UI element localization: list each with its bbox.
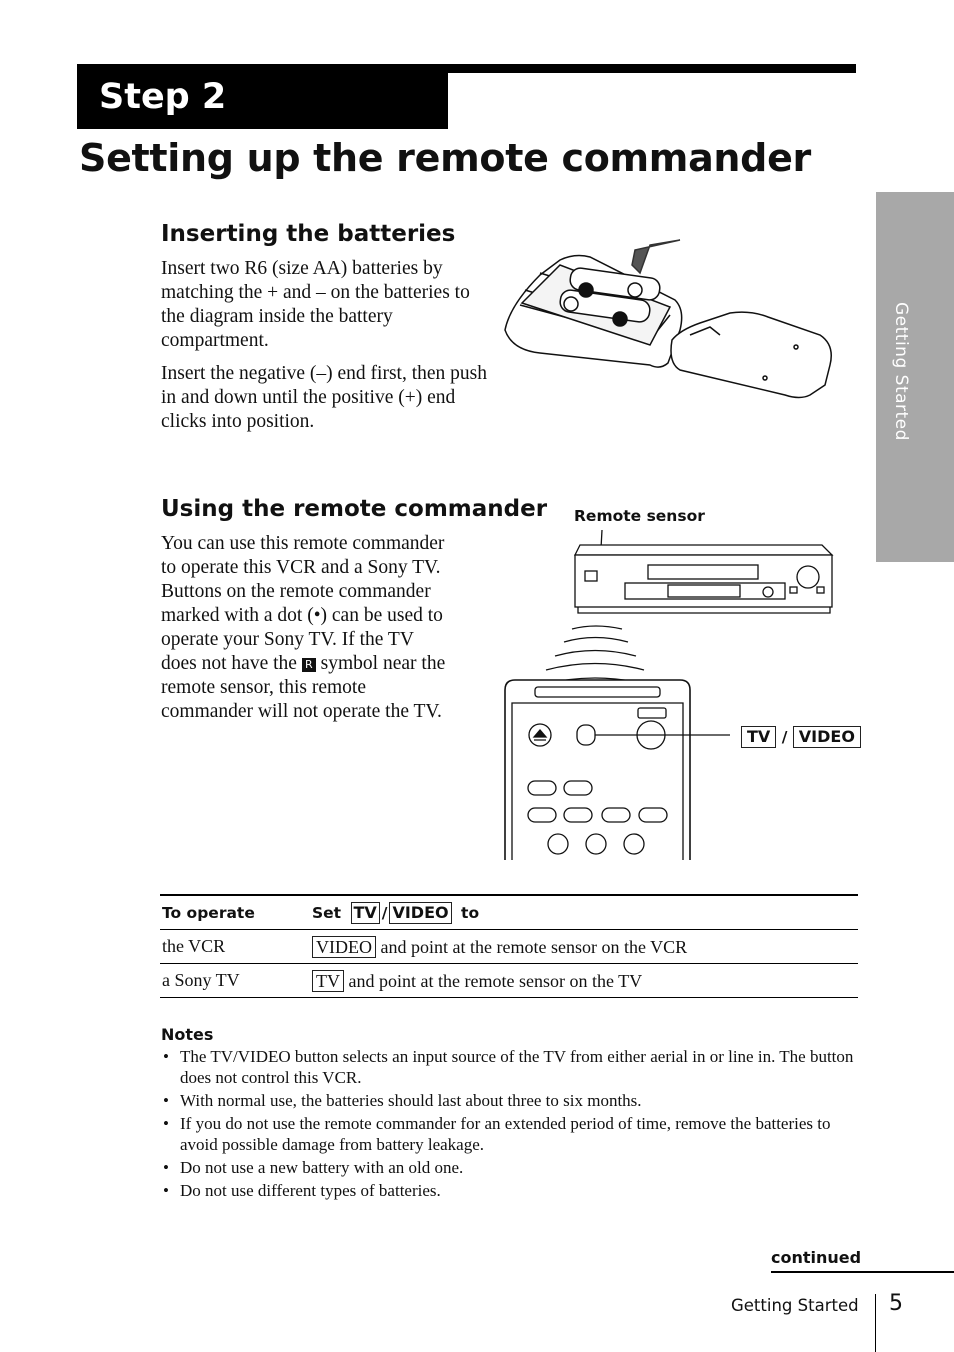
remote-heading: Using the remote commander: [161, 496, 548, 522]
bullet-icon: •: [163, 1181, 169, 1200]
sensor-symbol-icon: R: [302, 658, 316, 672]
batteries-paragraph-1: Insert two R6 (size AA) batteries by matching the + and – on the batteries to the diagram inside the battery compartment.: [161, 258, 470, 351]
note-text: If you do not use the remote commander for an extended period of time, remove the batteries to avoid possible damage from battery leakage.: [180, 1114, 831, 1154]
note-text: The TV/VIDEO button selects an input source of the TV from either aerial in or line in. The button does not control this VCR.: [180, 1047, 854, 1087]
row-instruction: [312, 930, 858, 964]
row-target: a Sony TV: [162, 970, 240, 990]
bullet-icon: •: [163, 1091, 169, 1110]
note-text: Do not use different types of batteries.: [180, 1181, 441, 1200]
bullet-icon: •: [163, 1114, 169, 1133]
remote-paragraph: [161, 532, 446, 724]
row-text: and point at the remote sensor on the TV: [348, 970, 643, 991]
header-set-label: Set: [312, 903, 342, 922]
row-instruction: [312, 964, 858, 998]
header-set-to: [312, 895, 858, 930]
footer-section-name: Getting Started: [731, 1296, 859, 1315]
remote-sensor-callout: Remote sensor: [574, 507, 705, 525]
section-side-tab: [876, 192, 954, 562]
row-text: and point at the remote sensor on the VCR: [380, 936, 688, 957]
note-item: [161, 1180, 861, 1201]
header-sep: /: [381, 903, 388, 922]
battery-insertion-icon: [500, 235, 840, 420]
tv-key-label: TV: [741, 726, 776, 748]
header-video-key: VIDEO: [389, 902, 451, 924]
table-row: [160, 930, 858, 964]
page-number: 5: [889, 1291, 903, 1316]
step-label: Step 2: [99, 77, 227, 117]
batteries-heading: Inserting the batteries: [161, 221, 456, 247]
continued-rule: [771, 1271, 954, 1273]
table-header-row: [160, 895, 858, 930]
side-tab-label: Getting Started: [891, 302, 911, 441]
table-row: [160, 964, 858, 998]
header-to-label: to: [461, 903, 480, 922]
note-item: [161, 1157, 861, 1178]
note-item: [161, 1090, 861, 1111]
tv-video-separator: /: [781, 728, 788, 746]
remote-paragraph-text: You can use this remote commander to operate this VCR and a Sony TV. Buttons on the remote commander marked with a dot (•) can be used to operate your Sony TV. If the TV does not have the: [161, 533, 445, 674]
footer-divider: [875, 1294, 876, 1352]
note-item: [161, 1046, 861, 1088]
notes-list: [161, 1046, 861, 1203]
vcr-and-remote-icon: [500, 525, 860, 865]
page-title: Setting up the remote commander: [79, 136, 811, 180]
row-key-box: VIDEO: [312, 936, 376, 958]
continued-label: continued: [771, 1248, 862, 1267]
note-text: Do not use a new battery with an old one.: [180, 1158, 464, 1177]
notes-title: Notes: [161, 1025, 214, 1044]
header-to-operate: To operate: [162, 903, 255, 922]
note-text: With normal use, the batteries should last about three to six months.: [180, 1091, 642, 1110]
row-target: the VCR: [162, 936, 226, 956]
video-key-label: VIDEO: [793, 726, 861, 748]
header-tv-key: TV: [351, 902, 380, 924]
bullet-icon: •: [163, 1158, 169, 1177]
operation-table: [160, 894, 858, 998]
bullet-icon: •: [163, 1047, 169, 1066]
remote-paragraph-end: symbol near the remote sensor, this remote commander will not operate the TV.: [161, 653, 446, 722]
batteries-paragraph-2: Insert the negative (–) end first, then push in and down until the positive (+) end clicks into position.: [161, 363, 487, 432]
row-key-box: TV: [312, 970, 344, 992]
note-item: [161, 1113, 861, 1155]
